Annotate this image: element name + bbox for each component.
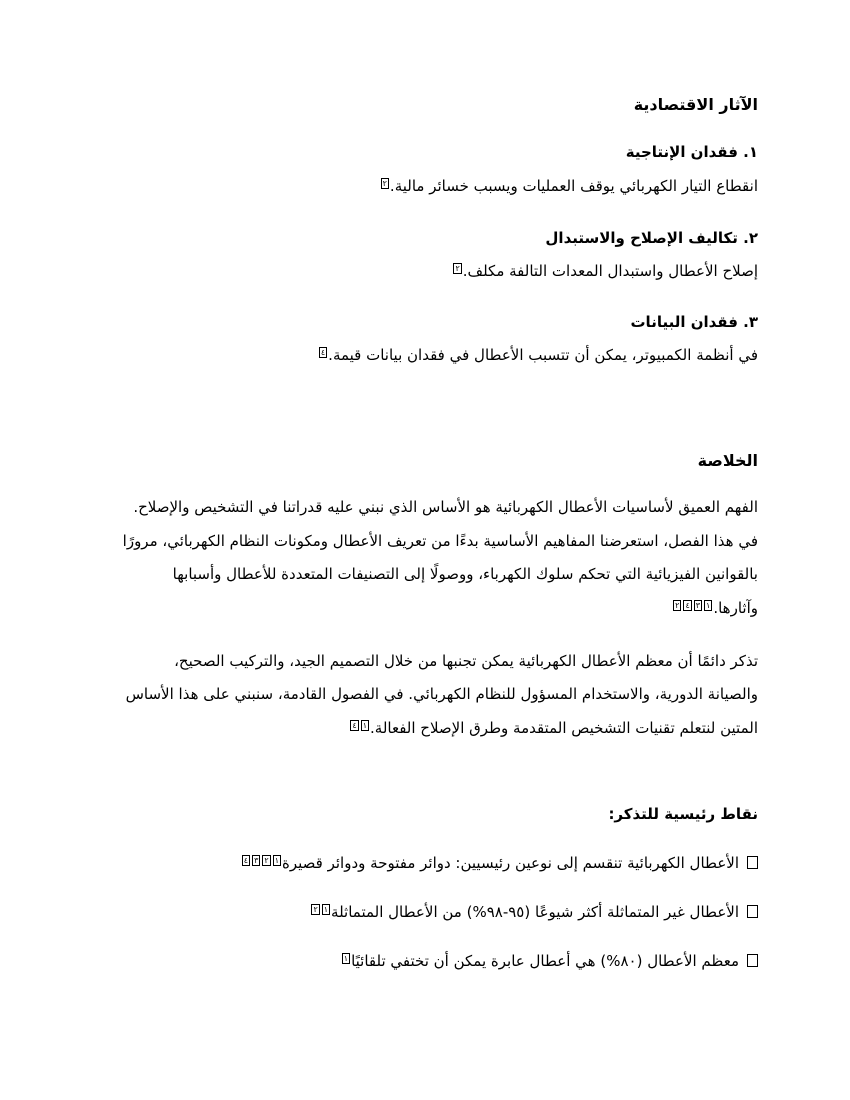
item-text: انقطاع التيار الكهربائي يوقف العمليات ويسبب خسائر مالية. (389, 177, 758, 195)
summary-p2-text: المتين لنتعلم تقنيات التشخيص المتقدمة وطرق الإصلاح الفعالة. (370, 719, 758, 737)
key-point-item (80, 852, 758, 874)
summary-p2-line-1: تذكر دائمًا أن معظم الأعطال الكهربائية يمكن تجنبها من خلال التصميم الجيد، والتركيب الصحيح، (174, 652, 758, 670)
section-heading-economic: الآثار الاقتصادية (633, 95, 758, 114)
citation-ref[interactable]: ٤ (352, 721, 357, 730)
item-text-productivity (80, 175, 758, 197)
citation-ref[interactable]: ٣ (254, 856, 259, 865)
summary-p2-line-3 (80, 717, 758, 739)
item-text: في أنظمة الكمبيوتر، يمكن أن تتسبب الأعطال في فقدان بيانات قيمة. (328, 346, 758, 364)
citation-ref[interactable]: ٢ (264, 856, 269, 865)
key-points-heading: نقاط رئيسية للتذكر: (608, 805, 758, 823)
summary-p1-line-3: بالقوانين الفيزيائية التي تحكم سلوك الكهرباء، ووصولًا إلى التصنيفات المتعددة للأعطال وأسبابها (172, 565, 758, 583)
citation-ref[interactable]: ٢ (382, 179, 387, 188)
key-point-text: الأعطال الكهربائية تنقسم إلى نوعين رئيسيين: دوائر مفتوحة ودوائر قصيرة (281, 854, 739, 872)
citation-ref[interactable]: ٢ (675, 601, 680, 610)
item-title-productivity: ١. فقدان الإنتاجية (625, 143, 758, 161)
key-point-item (80, 950, 758, 972)
citation-ref[interactable]: ١ (274, 856, 279, 865)
checkbox-icon (747, 905, 758, 918)
summary-p1-line-1: الفهم العميق لأساسيات الأعطال الكهربائية هو الأساس الذي نبني عليه قدراتنا في التشخيص والإصلاح. (133, 498, 758, 516)
citation-ref[interactable]: ٢ (313, 905, 318, 914)
citation-ref[interactable]: ١ (706, 601, 711, 610)
citation-ref[interactable]: ١ (323, 905, 329, 914)
citation-ref[interactable]: ٣ (695, 601, 701, 610)
summary-p2-line-2: والصيانة الدورية، والاستخدام المسؤول للنظام الكهربائي. في الفصول القادمة، سنبني على هذا الأساس (125, 685, 758, 703)
checkbox-icon (747, 954, 758, 967)
summary-p1-line-2: في هذا الفصل، استعرضنا المفاهيم الأساسية بدءًا من تعريف الأعطال ومكونات النظام الكهربائي، مرورًا (122, 532, 758, 550)
item-text: إصلاح الأعطال واستبدال المعدات التالفة مكلف. (462, 262, 758, 280)
checkbox-icon (747, 856, 758, 869)
citation-ref[interactable]: ٤ (320, 348, 326, 357)
citation-ref[interactable]: ٤ (685, 601, 690, 610)
item-title-repair-costs: ٢. تكاليف الإصلاح والاستبدال (545, 229, 758, 247)
item-text-repair-costs (80, 260, 758, 282)
summary-p1-text: وآثارها. (713, 599, 758, 617)
item-text-data-loss (80, 344, 758, 366)
citation-ref[interactable]: ٢ (455, 264, 460, 273)
key-point-text: معظم الأعطال (٨٠%) هي أعطال عابرة يمكن أن تختفي تلقائيًا (351, 952, 739, 970)
citation-ref[interactable]: ١ (343, 954, 349, 963)
citation-ref[interactable]: ١ (362, 721, 368, 730)
summary-p1-line-4 (80, 597, 758, 619)
item-title-data-loss: ٣. فقدان البيانات (630, 313, 758, 331)
key-point-item (80, 901, 758, 923)
key-point-text: الأعطال غير المتماثلة أكثر شيوعًا (٩٥-٩٨%) من الأعطال المتماثلة (331, 903, 739, 921)
section-heading-summary: الخلاصة (697, 451, 758, 470)
citation-ref[interactable]: ٤ (243, 856, 249, 865)
